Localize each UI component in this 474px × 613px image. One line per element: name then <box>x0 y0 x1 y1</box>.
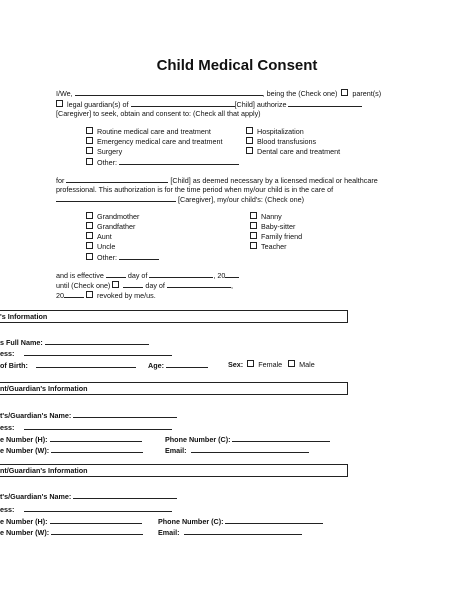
parent1-email-field[interactable] <box>191 445 309 453</box>
for-line-3: [Caregiver], my/our child's: (Check one) <box>56 194 304 204</box>
for-caregiver-field[interactable] <box>56 194 176 202</box>
care-other-field[interactable] <box>119 157 239 165</box>
parent1-address-row: ess: <box>0 422 172 432</box>
legal-guardian-checkbox[interactable] <box>56 100 63 107</box>
child-dob-row: of Birth: <box>0 360 136 370</box>
until-date-checkbox[interactable] <box>112 281 119 288</box>
relation-teacher[interactable]: Teacher <box>250 242 287 251</box>
relation-babysitter[interactable]: Baby-sitter <box>250 222 295 231</box>
parent1-phone-h-field[interactable] <box>50 434 142 442</box>
child-info-header: 's Information <box>0 310 348 323</box>
child-full-name-field[interactable] <box>45 337 149 345</box>
checkbox[interactable] <box>86 222 93 229</box>
checkbox[interactable] <box>86 212 93 219</box>
care-option-other[interactable]: Other: <box>86 157 239 167</box>
relation-grandfather[interactable]: Grandfather <box>86 222 135 231</box>
until-year-field[interactable] <box>64 290 84 298</box>
effective-line-3: 20 revoked by me/us. <box>56 291 156 300</box>
checkbox[interactable] <box>86 158 93 165</box>
sex-male-checkbox[interactable] <box>288 360 295 367</box>
parent1-info-header: nt/Guardian's Information <box>0 382 348 395</box>
parent1-phone-w-row: e Number (W): <box>0 445 143 455</box>
parent1-phone-w-field[interactable] <box>51 445 143 453</box>
child-name-field[interactable] <box>131 99 235 107</box>
relation-family-friend[interactable]: Family friend <box>250 232 302 241</box>
parent2-phone-c-field[interactable] <box>225 516 323 524</box>
until-day-field[interactable] <box>123 280 143 288</box>
parent2-email-row: Email: <box>158 527 302 537</box>
checkbox[interactable] <box>250 222 257 229</box>
relation-other[interactable]: Other: <box>86 252 159 262</box>
caregiver-name-field[interactable] <box>288 99 362 107</box>
parent2-phone-h-row: e Number (H): <box>0 516 142 526</box>
intro-line-2 <box>56 99 362 109</box>
checkbox[interactable] <box>250 212 257 219</box>
parent2-info-header: nt/Guardian's Information <box>0 464 348 477</box>
child-address-field[interactable] <box>24 348 172 356</box>
checkbox[interactable] <box>86 137 93 144</box>
parent2-phone-w-row: e Number (W): <box>0 527 143 537</box>
checkbox[interactable] <box>86 242 93 249</box>
parent1-email-row: Email: <box>165 445 309 455</box>
checkbox[interactable] <box>246 137 253 144</box>
until-month-field[interactable] <box>167 280 231 288</box>
sex-female-checkbox[interactable] <box>247 360 254 367</box>
parent1-name-field[interactable] <box>73 410 177 418</box>
parent2-address-field[interactable] <box>24 504 172 512</box>
care-option-emergency[interactable]: Emergency medical care and treatment <box>86 137 222 146</box>
parent2-phone-h-field[interactable] <box>50 516 142 524</box>
iwe-label: I/We, <box>56 89 73 98</box>
parent1-phone-c-row: Phone Number (C): <box>165 434 330 444</box>
relation-other-field[interactable] <box>119 252 159 260</box>
legal-label: legal guardian(s) of <box>67 100 129 109</box>
checkbox[interactable] <box>246 147 253 154</box>
checkbox[interactable] <box>86 147 93 154</box>
page-title: Child Medical Consent <box>156 57 318 74</box>
intro-line-1 <box>56 88 381 98</box>
care-option-routine[interactable]: Routine medical care and treatment <box>86 127 211 136</box>
child-full-name-row: s Full Name: <box>0 337 149 347</box>
child-authorize-label: [Child] authorize <box>234 100 287 109</box>
parent2-email-field[interactable] <box>184 527 302 535</box>
for-line-2: professional. This authorization is for the time period when my/our child is in the care of <box>56 185 334 194</box>
for-child-field[interactable] <box>66 175 168 183</box>
checkbox[interactable] <box>86 253 93 260</box>
checkbox[interactable] <box>86 127 93 134</box>
child-sex-row: Sex: Female Male <box>228 360 315 369</box>
parent2-address-row: ess: <box>0 504 172 514</box>
caregiver-seek-text: [Caregiver] to seek, obtain and consent to: (Check all that apply) <box>56 109 261 118</box>
effective-line-2: until (Check one) day of , <box>56 281 233 290</box>
care-option-dental[interactable]: Dental care and treatment <box>246 147 340 156</box>
checkbox[interactable] <box>250 232 257 239</box>
parent2-name-field[interactable] <box>73 491 177 499</box>
child-address-row: ess: <box>0 348 172 358</box>
parent1-phone-h-row: e Number (H): <box>0 434 142 444</box>
care-option-hospitalization[interactable]: Hospitalization <box>246 127 304 136</box>
checkbox[interactable] <box>246 127 253 134</box>
parent1-name-row: t's/Guardian's Name: <box>0 410 177 420</box>
parents-checkbox[interactable] <box>341 89 348 96</box>
parent1-address-field[interactable] <box>24 422 172 430</box>
child-age-field[interactable] <box>166 360 208 368</box>
child-age-row: Age: <box>148 360 208 370</box>
parent2-name-row: t's/Guardian's Name: <box>0 491 177 501</box>
being-label: , being the (Check one) <box>262 89 338 98</box>
revoked-checkbox[interactable] <box>86 291 93 298</box>
parent1-phone-c-field[interactable] <box>232 434 330 442</box>
parents-label: parent(s) <box>352 89 382 98</box>
child-dob-field[interactable] <box>36 360 136 368</box>
effective-day-field[interactable] <box>106 270 126 278</box>
parent2-phone-c-row: Phone Number (C): <box>158 516 323 526</box>
effective-line-1: and is effective day of , 20 <box>56 270 239 280</box>
effective-month-field[interactable] <box>149 270 213 278</box>
relation-aunt[interactable]: Aunt <box>86 232 112 241</box>
parent-name-field[interactable] <box>75 88 263 96</box>
relation-grandmother[interactable]: Grandmother <box>86 212 139 221</box>
checkbox[interactable] <box>250 242 257 249</box>
care-option-blood[interactable]: Blood transfusions <box>246 137 316 146</box>
effective-year-field[interactable] <box>225 270 239 278</box>
parent2-phone-w-field[interactable] <box>51 527 143 535</box>
checkbox[interactable] <box>86 232 93 239</box>
for-line-1: for [Child] as deemed necessary by a licensed medical or healthcare <box>56 176 378 185</box>
care-option-surgery[interactable]: Surgery <box>86 147 122 156</box>
relation-nanny[interactable]: Nanny <box>250 212 282 221</box>
relation-uncle[interactable]: Uncle <box>86 242 115 251</box>
